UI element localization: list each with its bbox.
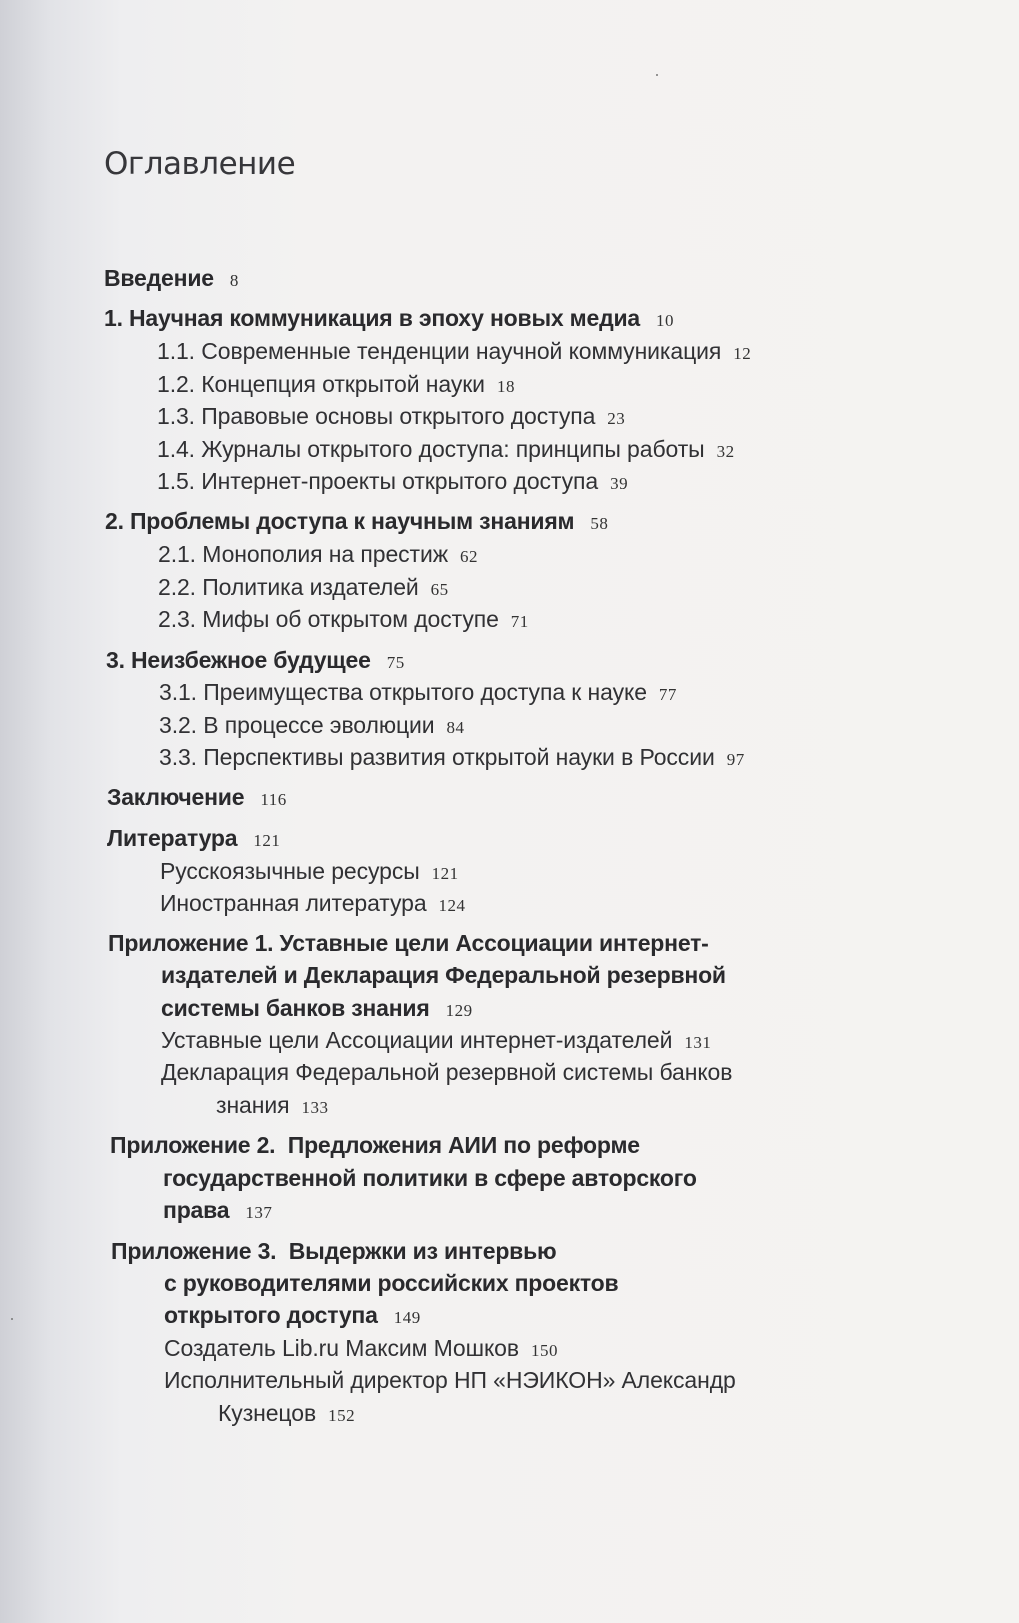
toc-entry-text: Уставные цели Ассоциации интернет-издателей bbox=[161, 1027, 673, 1053]
toc-entry-text: Создатель Lib.ru Максим Мошков bbox=[164, 1335, 519, 1361]
toc-page-number: 116 bbox=[260, 790, 287, 809]
toc-entry-text: 3.2. В процессе эволюции bbox=[159, 712, 435, 738]
toc-page-number: 77 bbox=[658, 685, 677, 704]
toc-entry-literature bbox=[107, 823, 280, 853]
toc-page-number: 124 bbox=[438, 896, 466, 915]
toc-entry-text: издателей и Декларация Федеральной резервной bbox=[161, 962, 726, 988]
toc-entry-statutory-goals bbox=[161, 1025, 711, 1055]
toc-entry-text: знания bbox=[216, 1092, 290, 1118]
toc-entry-text: 1.4. Журналы открытого доступа: принципы работы bbox=[157, 436, 705, 462]
toc-entry-text: 3. Неизбежное будущее bbox=[106, 647, 371, 673]
toc-entry-text: Заключение bbox=[107, 784, 245, 810]
toc-entry-text: открытого доступа bbox=[164, 1302, 378, 1328]
toc-page-number: 62 bbox=[460, 547, 478, 566]
toc-page-number: 133 bbox=[301, 1098, 329, 1117]
toc-entry-text: 2.1. Монополия на престиж bbox=[158, 541, 448, 567]
toc-page-number: 152 bbox=[328, 1406, 356, 1425]
paper-speck bbox=[656, 74, 658, 76]
toc-entry-text: 2. Проблемы доступа к научным знаниям bbox=[105, 508, 575, 534]
toc-page-number: 131 bbox=[684, 1033, 712, 1052]
toc-entry-text: права bbox=[163, 1197, 230, 1223]
toc-entry-section-3-2 bbox=[159, 710, 465, 740]
toc-entry-section-2-1 bbox=[158, 539, 478, 569]
toc-entry-text: Приложение 2. Предложения АИИ по реформе bbox=[110, 1132, 640, 1158]
page-title: Оглавление bbox=[104, 146, 296, 182]
toc-entry-text: Русскоязычные ресурсы bbox=[160, 858, 420, 884]
paper-speck bbox=[11, 1318, 13, 1320]
toc-page-number: 84 bbox=[446, 718, 465, 737]
toc-entry-declaration-line-2 bbox=[216, 1090, 328, 1120]
toc-entry-appendix-1-line-2 bbox=[161, 960, 726, 990]
toc-entry-text: Декларация Федеральной резервной системы банков bbox=[161, 1059, 733, 1085]
toc-entry-conclusion bbox=[107, 782, 287, 812]
toc-entry-text: 3.3. Перспективы развития открытой науки в России bbox=[159, 744, 715, 770]
toc-entry-text: Приложение 3. Выдержки из интервью bbox=[111, 1238, 557, 1264]
toc-page-number: 12 bbox=[733, 344, 752, 363]
toc-page-number: 75 bbox=[386, 653, 405, 672]
toc-entry-section-1-2 bbox=[157, 369, 515, 399]
toc-entry-section-2-3 bbox=[158, 604, 529, 634]
toc-page-number: 58 bbox=[590, 514, 609, 533]
toc-entry-text: 1.2. Концепция открытой науки bbox=[157, 371, 485, 397]
toc-page-number: 8 bbox=[229, 271, 239, 290]
toc-page-number: 10 bbox=[656, 311, 674, 330]
toc-page-number: 18 bbox=[496, 377, 515, 396]
toc-entry-neicon-director-line-2 bbox=[218, 1398, 355, 1428]
toc-entry-text: Литература bbox=[107, 825, 238, 851]
toc-entry-text: 3.1. Преимущества открытого доступа к науке bbox=[159, 679, 647, 705]
toc-entry-introduction bbox=[104, 263, 239, 293]
toc-entry-text: Введение bbox=[104, 265, 214, 291]
toc-entry-foreign-literature bbox=[160, 888, 466, 918]
toc-entry-section-1-3 bbox=[157, 401, 625, 431]
toc-entry-appendix-2-line-2 bbox=[163, 1163, 697, 1193]
toc-page-number: 32 bbox=[716, 442, 735, 461]
toc-entry-librus-creator bbox=[164, 1333, 558, 1363]
toc-entry-text: государственной политики в сфере авторского bbox=[163, 1165, 697, 1191]
toc-entry-section-2-2 bbox=[158, 572, 449, 602]
toc-entry-text: 1. Научная коммуникация в эпоху новых медиа bbox=[104, 305, 640, 331]
toc-page-number: 121 bbox=[431, 864, 459, 883]
toc-entry-chapter-1 bbox=[104, 303, 674, 333]
toc-page-number: 121 bbox=[253, 831, 281, 850]
toc-page-number: 71 bbox=[510, 612, 529, 631]
toc-page-number: 149 bbox=[393, 1308, 421, 1327]
toc-page-number: 39 bbox=[610, 474, 629, 493]
toc-entry-appendix-3-line-2 bbox=[164, 1268, 618, 1298]
toc-entry-section-1-4 bbox=[157, 434, 735, 464]
toc-page-number: 137 bbox=[245, 1203, 273, 1222]
toc-entry-text: с руководителями российских проектов bbox=[164, 1270, 619, 1296]
toc-page-number: 65 bbox=[430, 580, 449, 599]
toc-entry-appendix-3 bbox=[111, 1236, 557, 1266]
toc-entry-text: Исполнительный директор НП «НЭИКОН» Александр bbox=[164, 1367, 736, 1393]
toc-page-number: 97 bbox=[726, 750, 745, 769]
toc-entry-neicon-director bbox=[164, 1365, 736, 1395]
toc-entry-appendix-1-line-3 bbox=[161, 993, 473, 1023]
toc-page-number: 150 bbox=[530, 1341, 558, 1360]
toc-entry-text: 1.3. Правовые основы открытого доступа bbox=[157, 403, 596, 429]
toc-entry-chapter-3 bbox=[106, 645, 405, 675]
toc-entry-chapter-2 bbox=[105, 506, 608, 536]
toc-entry-appendix-3-line-3 bbox=[164, 1300, 421, 1330]
toc-entry-text: Иностранная литература bbox=[160, 890, 427, 916]
toc-entry-text: 2.2. Политика издателей bbox=[158, 574, 419, 600]
toc-entry-section-3-1 bbox=[159, 677, 677, 707]
toc-entry-text: 1.5. Интернет-проекты открытого доступа bbox=[157, 468, 599, 494]
toc-entry-text: Кузнецов bbox=[218, 1400, 317, 1426]
toc-entry-text: Приложение 1. Уставные цели Ассоциации интернет- bbox=[108, 930, 709, 956]
toc-entry-section-1-5 bbox=[157, 466, 628, 496]
toc-page-number: 129 bbox=[445, 1001, 473, 1020]
toc-entry-russian-resources bbox=[160, 856, 459, 886]
toc-entry-section-1-1 bbox=[157, 336, 751, 366]
toc-entry-text: 1.1. Современные тенденции научной коммуникация bbox=[157, 338, 722, 364]
toc-entry-section-3-3 bbox=[159, 742, 745, 772]
toc-entry-appendix-1 bbox=[108, 928, 709, 958]
toc-page-number: 23 bbox=[607, 409, 626, 428]
toc-entry-appendix-2 bbox=[110, 1130, 640, 1160]
toc-entry-text: 2.3. Мифы об открытом доступе bbox=[158, 606, 499, 632]
toc-entry-declaration bbox=[161, 1057, 732, 1087]
toc-entry-appendix-2-line-3 bbox=[163, 1195, 272, 1225]
toc-entry-text: системы банков знания bbox=[161, 995, 430, 1021]
